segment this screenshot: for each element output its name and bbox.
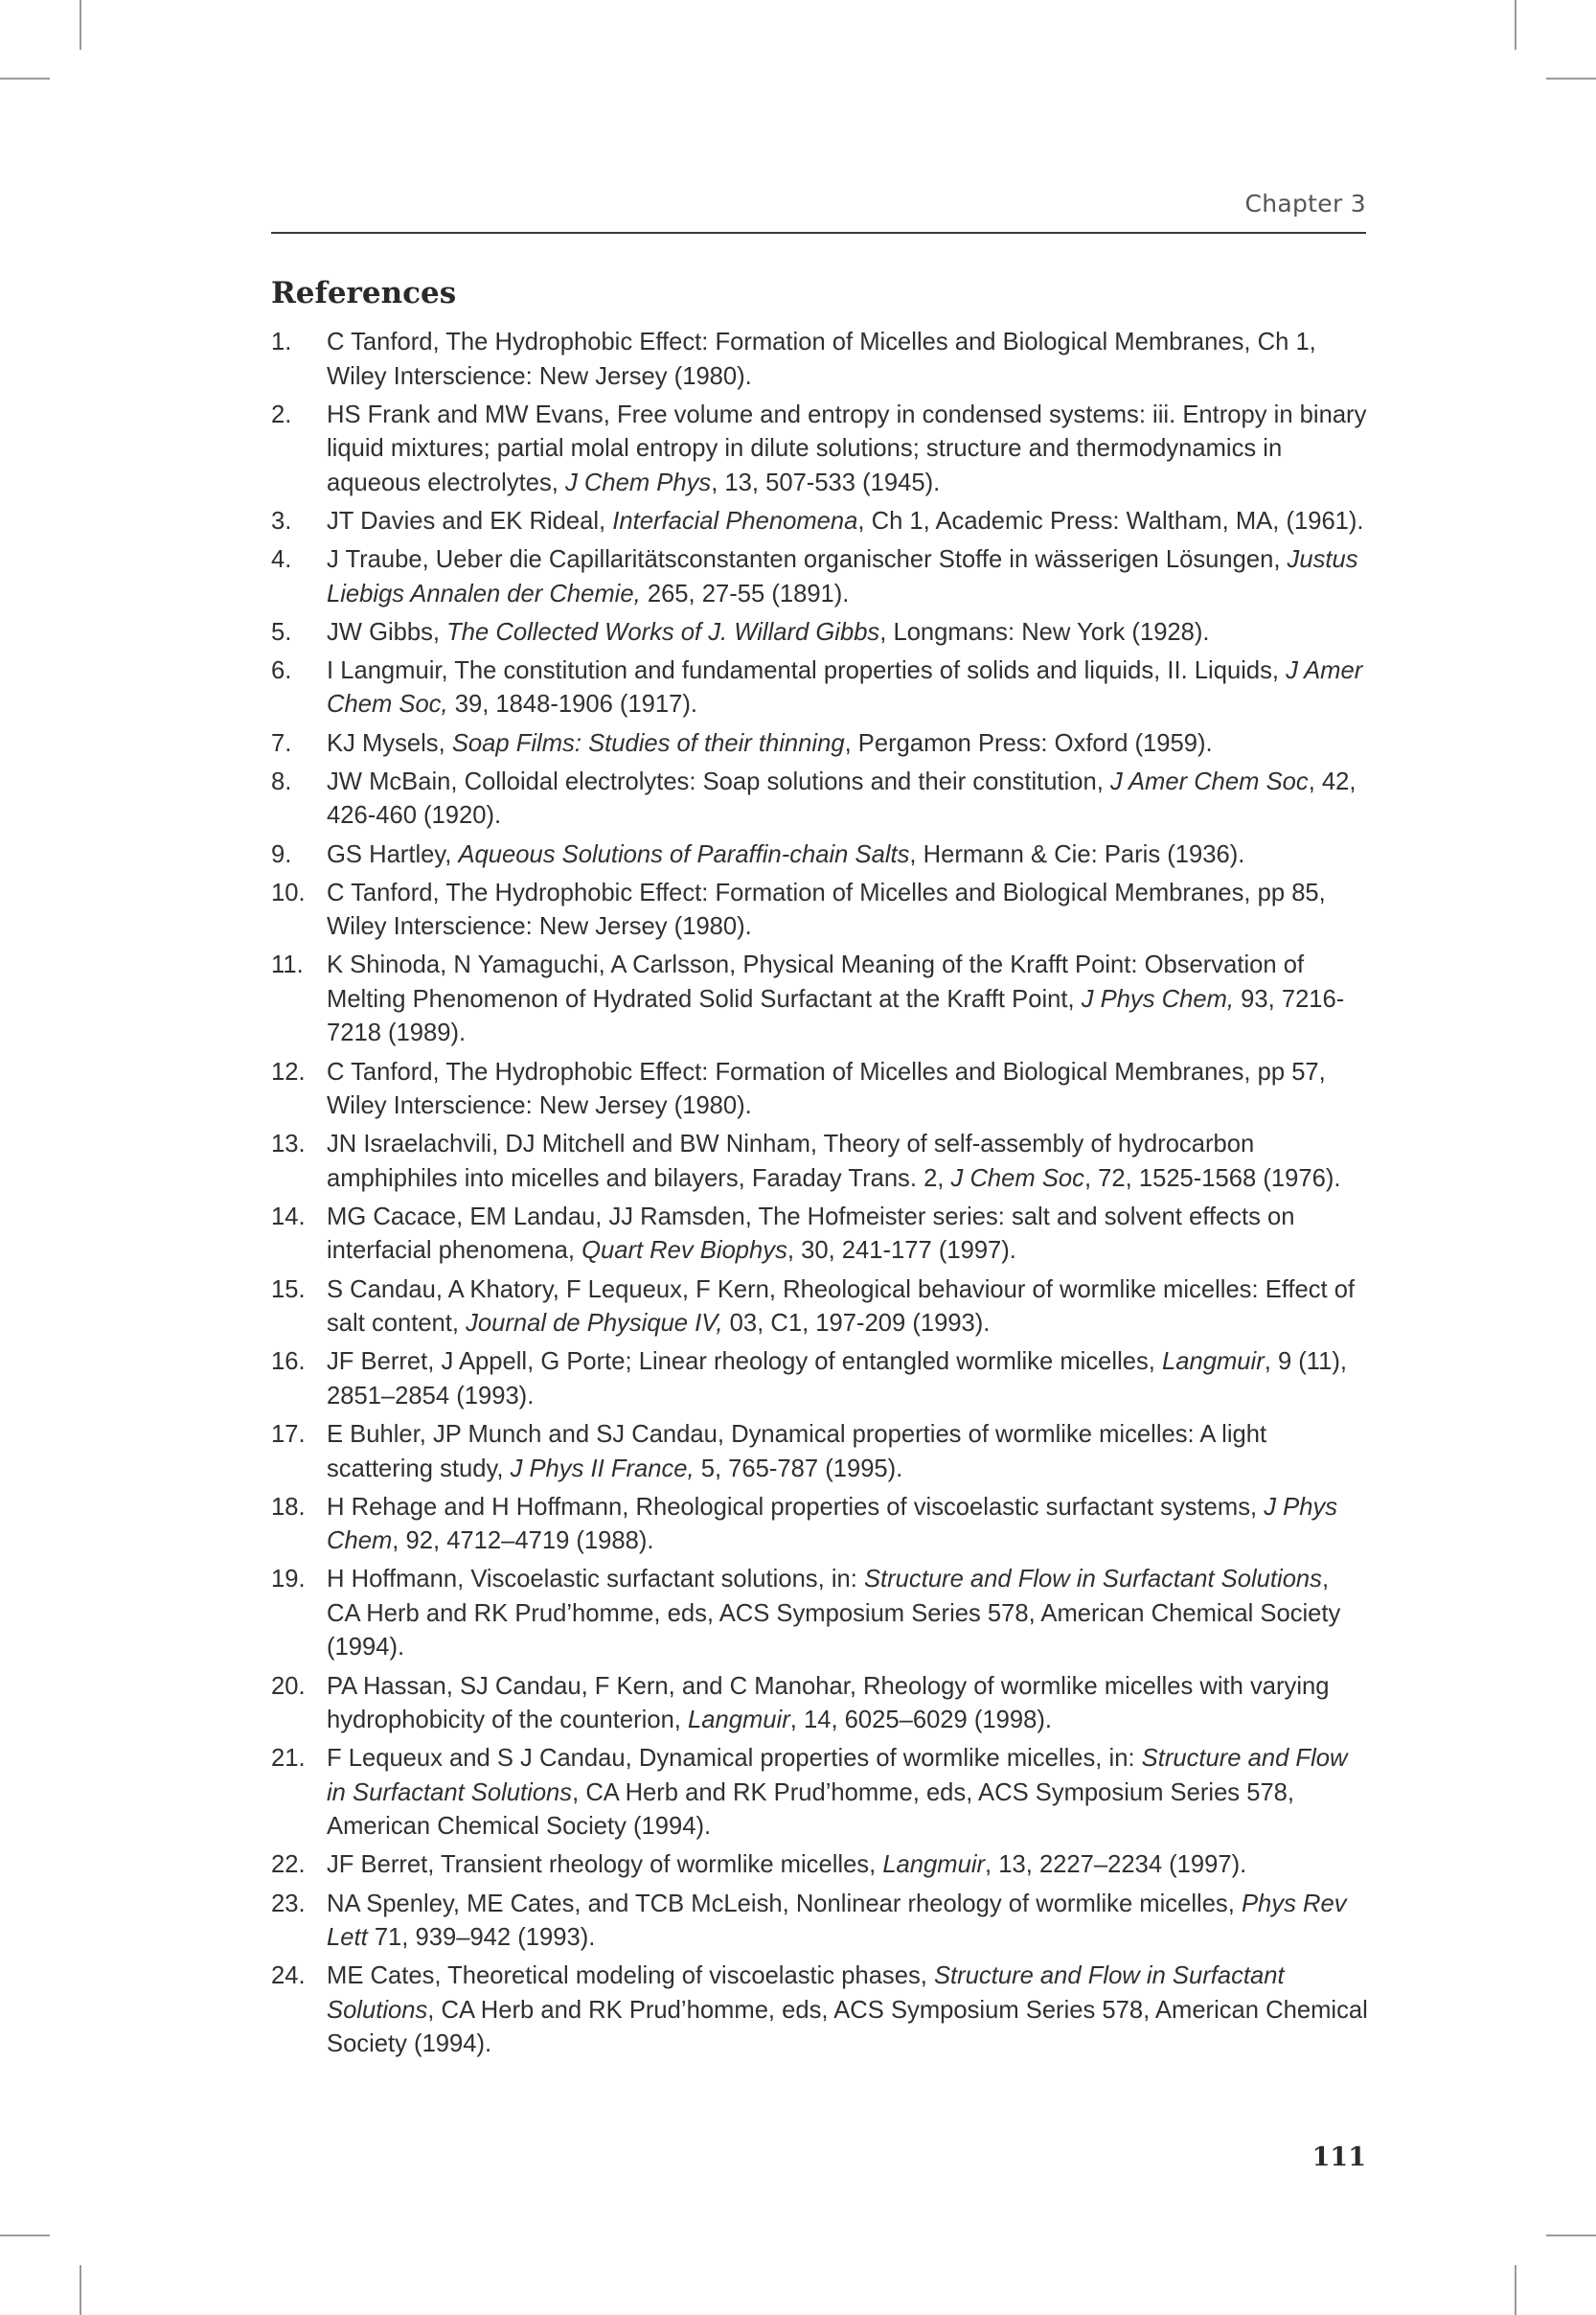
reference-segment: , CA Herb and RK Prud’homme, eds, ACS Symposium Series 578, American Chemical Society (1994). — [327, 1778, 1295, 1841]
reference-segment: , CA Herb and RK Prud’homme, eds, ACS Symposium Series 578, American Chemical Society (1994). — [327, 1996, 1368, 2058]
reference-italic-segment: Structure and Flow in Surfactant Solutions — [863, 1566, 1322, 1593]
crop-mark — [80, 2265, 81, 2315]
reference-italic-segment: The Collected Works of J. Willard Gibbs — [446, 618, 880, 646]
reference-number: 4. — [271, 546, 292, 574]
reference-item — [271, 949, 1368, 1051]
reference-text — [327, 1491, 1368, 1559]
crop-mark — [1515, 2265, 1516, 2315]
reference-text — [327, 543, 1368, 611]
reference-italic-segment: J Chem Phys — [564, 469, 712, 496]
reference-segment: E Buhler, JP Munch and SJ Candau, Dynamical properties of wormlike micelles: A light scattering study, — [327, 1421, 1267, 1482]
reference-item — [271, 1056, 1368, 1124]
reference-segment: C Tanford, The Hydrophobic Effect: Formation of Micelles and Biological Membranes, Ch 1, Wiley Interscience: New Jersey (1980). — [327, 329, 1316, 390]
reference-text — [327, 654, 1368, 722]
reference-item — [271, 1345, 1368, 1413]
reference-segment: JN Israelachvili, DJ Mitchell and BW Ninham, Theory of self-assembly of hydrocarbon amphiphiles into micelles and bilayers, Faraday Trans. 2, — [327, 1131, 1255, 1192]
reference-item — [271, 616, 1368, 651]
reference-text — [327, 1670, 1368, 1738]
reference-segment: , 13, 2227–2234 (1997). — [985, 1851, 1247, 1879]
reference-italic-segment: Structure and Flow in Surfactant Solutions — [327, 1745, 1348, 1806]
reference-text — [327, 766, 1368, 834]
reference-segment: , 13, 507-533 (1945). — [711, 469, 941, 496]
reference-italic-segment: Langmuir — [688, 1707, 790, 1734]
reference-italic-segment: J Amer Chem Soc, — [327, 656, 1363, 719]
reference-item — [271, 877, 1368, 945]
reference-italic-segment: Langmuir — [1162, 1348, 1265, 1376]
reference-segment: , Ch 1, Academic Press: Waltham, MA, (1961). — [857, 507, 1364, 535]
reference-item — [271, 727, 1368, 762]
reference-number: 8. — [271, 768, 292, 795]
reference-number: 14. — [271, 1203, 306, 1230]
reference-text — [327, 1960, 1368, 2062]
reference-text — [327, 727, 1368, 762]
reference-italic-segment: Soap Films: Studies of their thinning — [451, 729, 845, 757]
reference-segment: NA Spenley, ME Cates, and TCB McLeish, Nonlinear rheology of wormlike micelles, — [327, 1890, 1242, 1917]
reference-text — [327, 1056, 1368, 1124]
reference-segment: MG Cacace, EM Landau, JJ Ramsden, The Hofmeister series: salt and solvent effects on interfacial phenomena, — [327, 1203, 1295, 1265]
reference-text — [327, 1201, 1368, 1269]
page-number: 111 — [1311, 2143, 1366, 2172]
reference-segment: , Hermann & Cie: Paris (1936). — [909, 840, 1245, 868]
reference-number: 7. — [271, 729, 292, 757]
reference-item — [271, 1848, 1368, 1883]
reference-segment: 03, C1, 197-209 (1993). — [722, 1310, 991, 1338]
reference-item — [271, 654, 1368, 722]
reference-segment: PA Hassan, SJ Candau, F Kern, and C Manohar, Rheology of wormlike micelles with varying hydrophobicity of the counterion, — [327, 1672, 1330, 1734]
reference-number: 5. — [271, 618, 292, 646]
reference-text — [327, 326, 1368, 394]
reference-segment: , Pergamon Press: Oxford (1959). — [844, 729, 1213, 757]
reference-number: 24. — [271, 1962, 306, 1990]
reference-segment: KJ Mysels, — [327, 729, 452, 757]
reference-segment: J Traube, Ueber die Capillaritätsconstanten organischer Stoffe in wässerigen Lösungen, — [327, 546, 1288, 574]
reference-number: 9. — [271, 840, 292, 868]
reference-italic-segment: J Amer Chem Soc — [1109, 768, 1309, 795]
reference-italic-segment: Quart Rev Biophys — [581, 1237, 787, 1265]
reference-segment: 93, 7216-7218 (1989). — [327, 985, 1345, 1047]
reference-segment: 39, 1848-1906 (1917). — [447, 691, 698, 719]
reference-segment: , 30, 241-177 (1997). — [787, 1237, 1016, 1265]
reference-text — [327, 877, 1368, 945]
reference-segment: JF Berret, J Appell, G Porte; Linear rheology of entangled wormlike micelles, — [327, 1348, 1163, 1376]
running-head: Chapter 3 — [1244, 190, 1366, 218]
reference-segment: GS Hartley, — [327, 840, 459, 868]
reference-number: 20. — [271, 1672, 306, 1700]
reference-item — [271, 399, 1368, 501]
reference-segment: , 72, 1525-1568 (1976). — [1083, 1164, 1341, 1192]
reference-segment: JW McBain, Colloidal electrolytes: Soap solutions and their constitution, — [327, 768, 1110, 795]
reference-segment: JF Berret, Transient rheology of wormlike micelles, — [327, 1851, 883, 1879]
reference-text — [327, 616, 1368, 651]
reference-segment: , 42, 426-460 (1920). — [327, 768, 1357, 830]
reference-item — [271, 1273, 1368, 1341]
reference-item — [271, 1563, 1368, 1665]
reference-italic-segment: Journal de Physique IV, — [466, 1310, 723, 1338]
crop-mark — [1546, 78, 1596, 80]
reference-text — [327, 399, 1368, 501]
reference-text — [327, 1345, 1368, 1413]
reference-text — [327, 1563, 1368, 1665]
reference-number: 13. — [271, 1131, 306, 1158]
reference-number: 18. — [271, 1493, 306, 1521]
reference-item — [271, 1418, 1368, 1486]
reference-text — [327, 1128, 1368, 1196]
reference-segment: , 92, 4712–4719 (1988). — [392, 1527, 654, 1555]
reference-number: 23. — [271, 1890, 306, 1917]
reference-segment: JT Davies and EK Rideal, — [327, 507, 613, 535]
reference-item — [271, 326, 1368, 394]
reference-italic-segment: Phys Rev Lett — [327, 1890, 1347, 1952]
crop-mark — [1546, 2235, 1596, 2236]
reference-segment: H Rehage and H Hoffmann, Rheological properties of viscoelastic surfactant systems, — [327, 1493, 1265, 1521]
reference-italic-segment: Justus Liebigs Annalen der Chemie, — [327, 546, 1358, 607]
crop-mark — [0, 78, 50, 80]
reference-item — [271, 1888, 1368, 1956]
reference-item — [271, 1201, 1368, 1269]
reference-text — [327, 1418, 1368, 1486]
reference-segment: 5, 765-787 (1995). — [694, 1455, 903, 1482]
reference-text — [327, 1273, 1368, 1341]
reference-item — [271, 1491, 1368, 1559]
reference-text — [327, 949, 1368, 1051]
reference-item — [271, 1742, 1368, 1845]
reference-segment: S Candau, A Khatory, F Lequeux, F Kern, Rheological behaviour of wormlike micelles: Effect of salt content, — [327, 1275, 1356, 1338]
reference-italic-segment: J Phys II France, — [510, 1455, 695, 1482]
reference-segment: C Tanford, The Hydrophobic Effect: Formation of Micelles and Biological Membranes, pp 85, Wiley Interscience: New Jersey (1980). — [327, 879, 1326, 941]
reference-segment: 71, 939–942 (1993). — [367, 1924, 596, 1952]
reference-italic-segment: Interfacial Phenomena — [612, 507, 858, 535]
reference-text — [327, 505, 1368, 539]
reference-item — [271, 543, 1368, 611]
reference-number: 17. — [271, 1421, 306, 1448]
reference-item — [271, 1670, 1368, 1738]
reference-number: 6. — [271, 656, 292, 684]
reference-number: 12. — [271, 1058, 306, 1086]
reference-number: 3. — [271, 507, 292, 535]
reference-number: 11. — [271, 951, 304, 979]
reference-text — [327, 1742, 1368, 1845]
reference-italic-segment: Aqueous Solutions of Paraffin-chain Salts — [458, 840, 910, 868]
reference-item — [271, 838, 1368, 873]
reference-number: 1. — [271, 329, 292, 355]
reference-segment: , Longmans: New York (1928). — [879, 618, 1210, 646]
reference-number: 15. — [271, 1275, 306, 1303]
reference-italic-segment: Structure and Flow in Surfactant Solutions — [327, 1962, 1285, 2024]
reference-list — [271, 326, 1368, 2067]
reference-number: 2. — [271, 401, 292, 428]
reference-number: 16. — [271, 1348, 306, 1376]
reference-segment: , 9 (11), 2851–2854 (1993). — [327, 1348, 1348, 1410]
crop-mark — [80, 0, 81, 50]
reference-text — [327, 1848, 1368, 1883]
reference-segment: HS Frank and MW Evans, Free volume and entropy in condensed systems: iii. Entropy in binary liquid mixtures; partial molal entropy in dilute solutions; structure and thermodynamics in aqueous electrolytes, — [327, 401, 1367, 496]
reference-segment: K Shinoda, N Yamaguchi, A Carlsson, Physical Meaning of the Krafft Point: Observation of Melting Phenomenon of Hydrated Solid Surfactant at the Krafft Point, — [327, 951, 1305, 1013]
reference-segment: ME Cates, Theoretical modeling of viscoelastic phases, — [327, 1962, 934, 1990]
reference-item — [271, 766, 1368, 834]
reference-text — [327, 1888, 1368, 1956]
reference-italic-segment: Langmuir — [882, 1851, 986, 1879]
reference-segment: , 14, 6025–6029 (1998). — [789, 1707, 1052, 1734]
section-title: References — [271, 276, 457, 310]
crop-mark — [0, 2235, 50, 2236]
reference-italic-segment: J Phys Chem, — [1081, 985, 1235, 1013]
reference-italic-segment: J Chem Soc — [950, 1164, 1084, 1192]
page-header — [271, 190, 1366, 234]
reference-number: 21. — [271, 1745, 306, 1773]
reference-number: 22. — [271, 1851, 306, 1879]
reference-segment: JW Gibbs, — [327, 618, 447, 646]
reference-number: 10. — [271, 879, 306, 906]
reference-segment: H Hoffmann, Viscoelastic surfactant solutions, in: — [327, 1566, 864, 1593]
reference-segment: 265, 27-55 (1891). — [640, 580, 850, 607]
reference-text — [327, 838, 1368, 873]
reference-item — [271, 505, 1368, 539]
reference-segment: I Langmuir, The constitution and fundamental properties of solids and liquids, II. Liquids, — [327, 656, 1287, 684]
reference-number: 19. — [271, 1566, 306, 1593]
crop-mark — [1515, 0, 1516, 50]
reference-segment: , CA Herb and RK Prud’homme, eds, ACS Symposium Series 578, American Chemical Society (1994). — [327, 1566, 1341, 1662]
reference-item — [271, 1960, 1368, 2062]
reference-segment: F Lequeux and S J Candau, Dynamical properties of wormlike micelles, in: — [327, 1745, 1142, 1773]
reference-segment: C Tanford, The Hydrophobic Effect: Formation of Micelles and Biological Membranes, pp 57, Wiley Interscience: New Jersey (1980). — [327, 1058, 1326, 1120]
reference-item — [271, 1128, 1368, 1196]
reference-italic-segment: J Phys Chem — [327, 1493, 1338, 1555]
